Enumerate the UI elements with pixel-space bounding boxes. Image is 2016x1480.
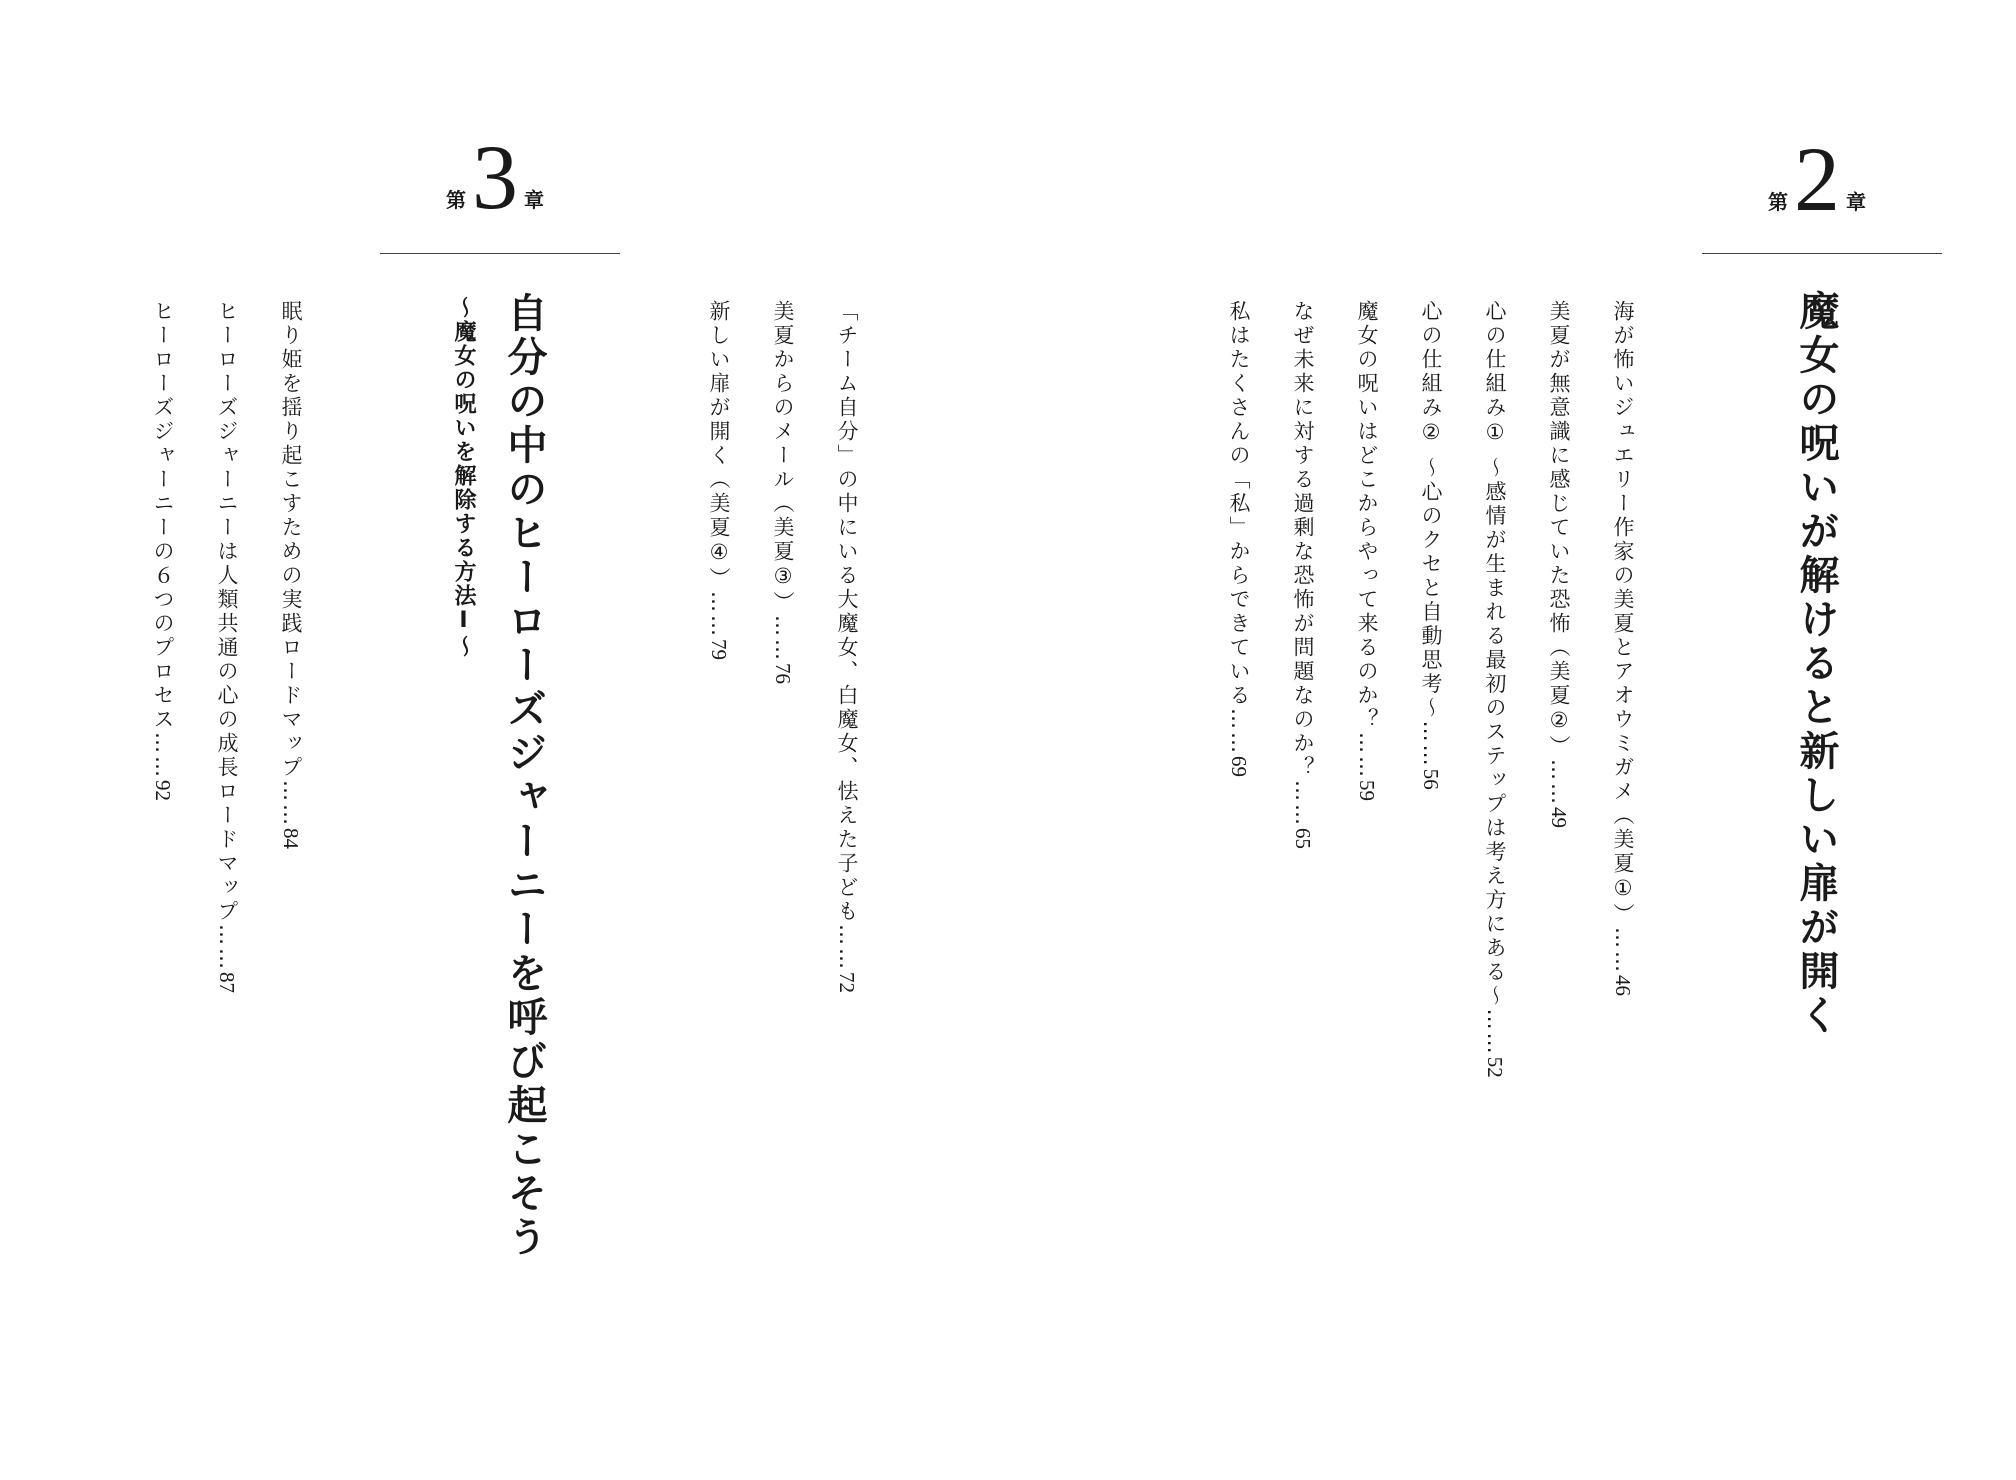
entry-text: 「チーム自分」の中にいる大魔女、白魔女、怯えた子ども……	[835, 300, 859, 972]
page-number: 59	[1355, 780, 1379, 801]
entry-text: 眠り姫を揺り起こすための実践ロードマップ……	[279, 300, 303, 828]
chapter-3-title: 自分の中のヒーローズジャーニーを呼び起こそう	[501, 292, 548, 1260]
entry-text: ヒーローズジャーニーは人類共通の心の成長ロードマップ……	[215, 300, 239, 972]
toc-entry[interactable]	[1612, 300, 1633, 996]
toc-entry[interactable]	[1292, 300, 1313, 849]
page-number: 87	[215, 972, 239, 993]
page-number: 52	[1483, 1056, 1507, 1078]
page-number: 56	[1419, 768, 1443, 790]
entry-text: 美夏からのメール（美夏③）……	[771, 300, 795, 663]
chapter-suffix: 章	[524, 188, 544, 213]
page-number: 92	[151, 780, 175, 801]
entry-text: 心の仕組み① ～感情が生まれる最初のステップは考え方にある～……	[1483, 300, 1507, 1057]
chapter-suffix: 章	[1846, 190, 1866, 215]
toc-entry[interactable]	[708, 300, 729, 660]
chapter-prefix: 第	[446, 188, 466, 213]
entry-text: 新しい扉が開く（美夏④）……	[707, 300, 731, 639]
chapter-2-divider	[1702, 253, 1942, 254]
toc-entry[interactable]	[280, 300, 301, 849]
chapter-number: 2	[1794, 128, 1840, 230]
toc-entry[interactable]	[1356, 300, 1377, 801]
page-number: 65	[1291, 828, 1315, 849]
entry-text: 心の仕組み② ～心のクセと自動思考～……	[1419, 300, 1443, 769]
toc-entry[interactable]	[836, 300, 857, 993]
entry-text: なぜ未来に対する過剰な恐怖が問題なのか？……	[1291, 300, 1315, 828]
toc-entry[interactable]	[772, 300, 793, 684]
chapter-2-title: 魔女の呪いが解けると新しい扉が開く	[1793, 290, 1840, 1038]
page-number: 46	[1611, 975, 1635, 996]
chapter-3-divider	[380, 253, 620, 254]
chapter-3-heading	[446, 126, 544, 228]
toc-entry[interactable]	[216, 300, 237, 993]
toc-entry[interactable]	[152, 300, 173, 801]
page-number: 72	[835, 972, 859, 993]
toc-entry[interactable]	[1484, 300, 1505, 1078]
chapter-number: 3	[472, 126, 518, 228]
page-number: 69	[1227, 756, 1251, 777]
entry-text: 魔女の呪いはどこからやって来るのか？……	[1355, 300, 1379, 780]
toc-entry[interactable]	[1420, 300, 1441, 790]
chapter-3-subtitle: ～魔女の呪いを解除する方法Ⅰ～	[451, 296, 476, 659]
chapter-prefix: 第	[1768, 190, 1788, 215]
entry-text: 私はたくさんの「私」からできている……	[1227, 300, 1251, 756]
entry-text: 海が怖いジュエリー作家の美夏とアオウミガメ（美夏①）……	[1611, 300, 1635, 975]
toc-entry[interactable]	[1548, 300, 1569, 828]
page-number: 49	[1547, 807, 1571, 828]
entry-text: ヒーローズジャーニーの６つのプロセス……	[151, 300, 175, 780]
chapter-2-heading	[1768, 128, 1866, 230]
page-number: 79	[707, 639, 731, 660]
page-number: 84	[279, 828, 303, 849]
entry-text: 美夏が無意識に感じていた恐怖（美夏②）……	[1547, 300, 1571, 807]
page-number: 76	[771, 663, 795, 684]
toc-entry[interactable]	[1228, 300, 1249, 777]
